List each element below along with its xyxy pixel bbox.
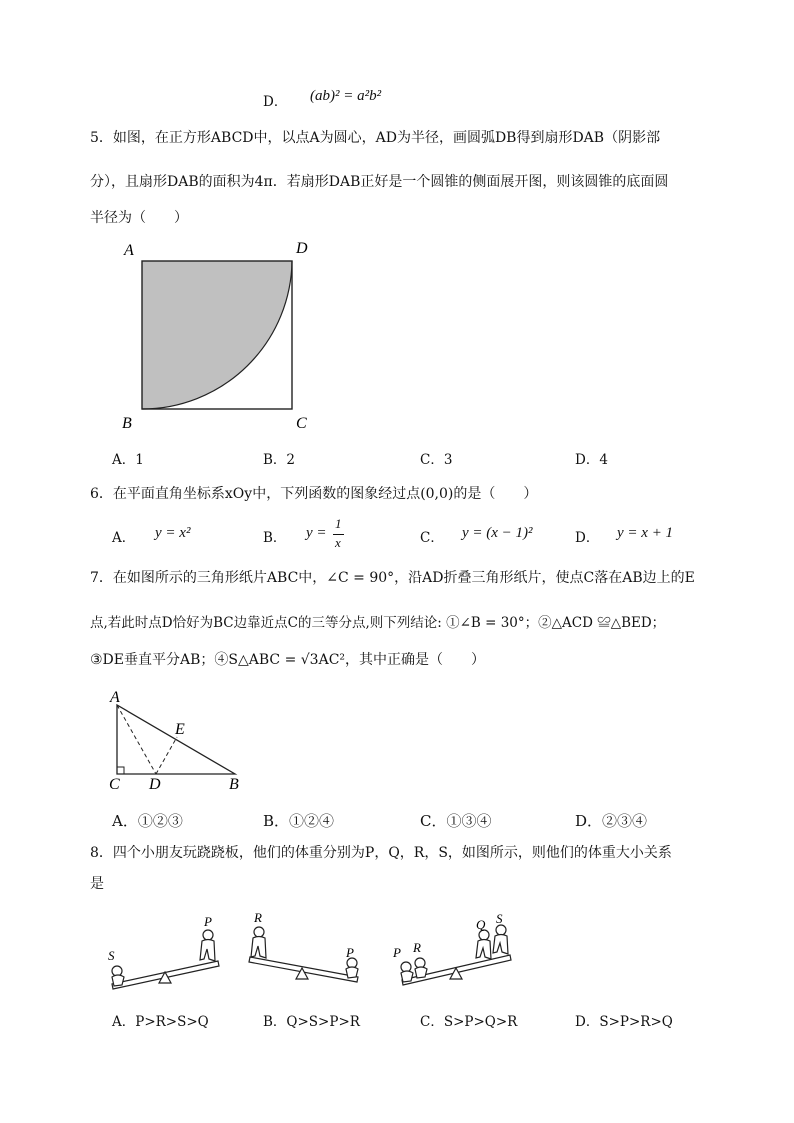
q8-fig3-kid-right-2 xyxy=(493,925,508,954)
q6-option-b-lhs: y = xyxy=(306,525,327,541)
q8-option-d: D．S>P>R>Q xyxy=(575,1014,673,1030)
q5-stem-line2: 分），且扇形DAB的面积为4π．若扇形DAB正好是一个圆锥的侧面展开图，则该圆锥的底面圆 xyxy=(90,174,669,190)
q7-option-b: B．①②④ xyxy=(263,812,335,830)
q8-fig3-label-left-1: P xyxy=(393,945,401,960)
q8-option-c: C．S>P>Q>R xyxy=(420,1014,518,1030)
q6-option-a-math: y = x² xyxy=(155,525,191,541)
q8-fig1-label-left: S xyxy=(108,948,115,963)
q8-fig3-label-right-1: Q xyxy=(476,917,486,932)
q7-figure xyxy=(105,685,255,795)
q8-fig2-kid-left xyxy=(251,927,266,958)
q5-label-d: D xyxy=(296,240,308,257)
q5-option-a: A．1 xyxy=(112,452,144,468)
q5-label-c: C xyxy=(296,415,307,432)
q6-option-d-math: y = x + 1 xyxy=(617,525,674,541)
q5-figure xyxy=(110,235,330,435)
q8-fig2-label-left: R xyxy=(254,910,262,925)
q5-label-a: A xyxy=(124,242,134,259)
q6-option-b-numerator: 1 xyxy=(335,516,342,531)
q7-option-c: C．①③④ xyxy=(420,812,492,830)
q5-label-b: B xyxy=(122,415,132,432)
q4-option-d-label: D． xyxy=(263,94,288,110)
q7-stem-line2: 点,若此时点D恰好为BC边靠近点C的三等分点,则下列结论: ①∠B = 30°；②△ACD ≌△BED； xyxy=(90,615,666,631)
q4-option-d-math: (ab)² = a²b² xyxy=(310,88,382,104)
q8-stem-line2: 是 xyxy=(90,876,104,892)
q8-seesaw-figure-2 xyxy=(240,905,370,995)
q5-option-b: B．2 xyxy=(263,452,296,468)
q8-fig2-kid-right xyxy=(346,958,358,978)
q7-label-c: C xyxy=(109,776,120,793)
q7-stem-line3: ③DE垂直平分AB；④S△ABC = √3AC²，其中正确是（ ） xyxy=(90,652,486,668)
q7-stem-line1: 7．在如图所示的三角形纸片ABC中，∠C = 90°，沿AD折叠三角形纸片，使点C落在AB边上的E xyxy=(90,570,695,586)
q8-fig3-kid-left-2 xyxy=(415,958,427,978)
q7-label-b: B xyxy=(229,776,239,793)
q5-stem-line3: 半径为（ ） xyxy=(90,210,188,226)
q8-fig1-kid-left xyxy=(112,966,124,986)
q6-option-d-label: D． xyxy=(575,530,600,546)
q8-stem-line1: 8．四个小朋友玩跷跷板，他们的体重分别为P，Q，R，S，如图所示，则他们的体重大小关系 xyxy=(90,845,672,861)
q8-fig3-kid-right-1 xyxy=(476,930,491,959)
q6-option-c-math: y = (x − 1)² xyxy=(462,525,533,541)
q6-option-c-label: C． xyxy=(420,530,444,546)
q7-option-d: D．②③④ xyxy=(575,812,648,830)
q7-label-e: E xyxy=(175,721,185,738)
q8-seesaw-figure-3 xyxy=(388,905,523,995)
q7-fold-line-ad xyxy=(117,705,156,774)
q6-option-b-denominator: x xyxy=(335,535,341,550)
q5-stem-line1: 5．如图，在正方形ABCD中，以点A为圆心，AD为半径，画圆弧DB得到扇形DAB（阴影部 xyxy=(90,130,661,146)
q7-label-a: A xyxy=(110,689,120,706)
q5-option-d: D．4 xyxy=(575,452,608,468)
q6-option-a-label: A． xyxy=(112,530,136,546)
q7-label-d: D xyxy=(149,776,161,793)
q6-option-b-label: B． xyxy=(263,530,287,546)
q8-fig3-label-right-2: S xyxy=(496,911,503,926)
q8-fig3-label-left-2: R xyxy=(413,940,421,955)
q8-fig3-kid-left-1 xyxy=(401,962,413,982)
q8-option-b: B．Q>S>P>R xyxy=(263,1014,360,1030)
q8-seesaw-figure-1 xyxy=(100,905,230,995)
q7-option-a: A．①②③ xyxy=(112,812,183,830)
q8-fig1-kid-right xyxy=(200,930,215,961)
q7-triangle xyxy=(117,705,235,774)
q5-shaded-sector xyxy=(142,261,292,409)
q5-option-c: C．3 xyxy=(420,452,453,468)
q8-option-a: A．P>R>S>Q xyxy=(112,1014,209,1030)
q6-stem: 6．在平面直角坐标系xOy中，下列函数的图象经过点(0,0)的是（ ） xyxy=(90,486,538,502)
q7-right-angle-mark xyxy=(117,767,124,774)
q7-segment-de xyxy=(156,737,177,774)
q8-fig2-label-right: P xyxy=(346,945,354,960)
q8-fig1-label-right: P xyxy=(204,914,212,929)
